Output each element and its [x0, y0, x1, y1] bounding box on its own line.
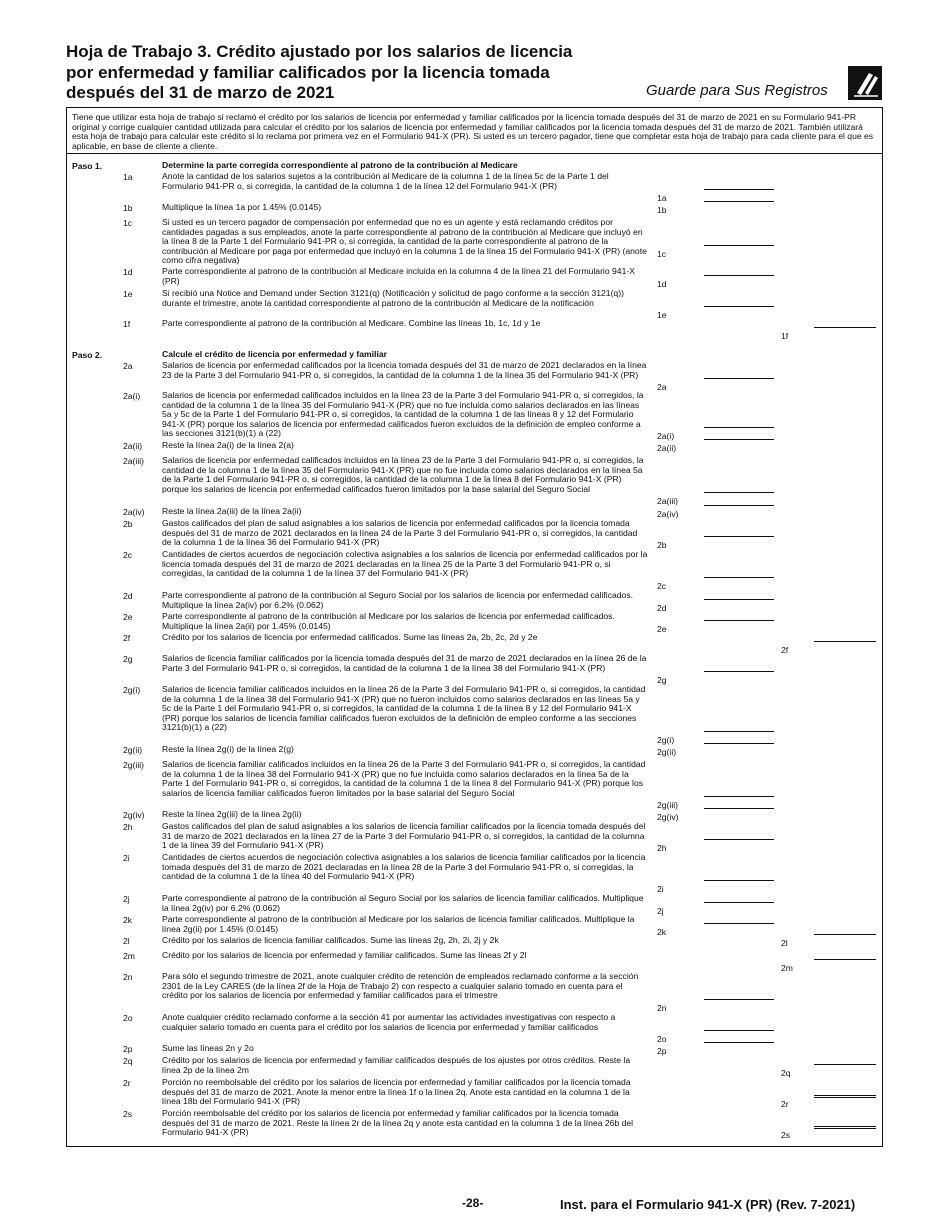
amount-entry-line[interactable]: [704, 839, 774, 840]
line-reference: 2k: [657, 926, 667, 937]
line-text: Gastos calificados del plan de salud asignables a los salarios de licencia familiar calificados por la licencia tomada después del 31 de marzo de 2021 declarados en la línea 27 de la Parte 3 del Formulario 941-PR o, si corregidos, la cantidad de la columna 1 de la línea 39 del Formulario 941-X (PR): [162, 821, 646, 851]
line-number: 1b: [123, 203, 133, 213]
line-reference: 2l: [781, 938, 788, 948]
line-number: 2r: [123, 1078, 131, 1088]
amount-entry-line[interactable]: [704, 880, 774, 881]
line-reference: 2j: [657, 905, 664, 916]
line-reference: 2d: [657, 602, 667, 613]
line-number: 2d: [123, 591, 133, 601]
line-number: 2k: [123, 915, 133, 925]
line-number: 2h: [123, 822, 133, 832]
step-2-heading: Calcule el crédito de licencia por enfermedad y familiar: [162, 349, 387, 359]
line-number: 2o: [123, 1013, 133, 1023]
amount-entry-line[interactable]: [704, 536, 774, 537]
line-number: 1d: [123, 267, 133, 277]
line-number: 1a: [123, 172, 133, 182]
line-reference: 2p: [657, 1046, 667, 1056]
step-1-label: Paso 1.: [72, 161, 103, 171]
line-text: Cantidades de ciertos acuerdos de negociación colectiva asignables a los salarios de licencia por enfermedad calificados por la licencia tomada después del 31 de marzo de 2021 declaradas en la línea 25 de la Parte 3 del Formulario 941-PR o, si corregidas, la cantidad de la columna 1 de la línea 37 del Formulario 941-X (PR): [162, 549, 648, 579]
line-text: Porción no reembolsable del crédito por los salarios de licencia por enfermedad y familiar calificados por la licencia tomada después del 31 de marzo de 2021. Anote la menor entre la línea 1f o la línea 2q. Anote esta cantidad en la columna 1 de la línea 18b del Formulario 941-X (PR): [162, 1077, 631, 1107]
line-reference: 2c: [657, 580, 667, 591]
line-number: 2l: [123, 936, 130, 946]
amount-entry-line[interactable]: [814, 1095, 876, 1098]
amount-entry-line[interactable]: [704, 743, 774, 744]
line-number: 2n: [123, 972, 133, 982]
line-reference: 2g(iii): [657, 800, 679, 811]
line-text: Salarios de licencia familiar calificados por la licencia tomada después del 31 de marzo de 2021 declarados en la línea 26 de la Parte 3 del Formulario 941-PR o, si corregidos, la cantidad de la columna 1 de la línea 38 del Formulario 941-X (PR): [162, 653, 647, 673]
amount-entry-line[interactable]: [704, 902, 774, 903]
line-number: 2g(iii): [123, 760, 145, 770]
line-reference: 2h: [657, 843, 667, 854]
amount-entry-line[interactable]: [704, 731, 774, 732]
amount-entry-line[interactable]: [704, 189, 774, 190]
line-text: Sume las líneas 2n y 2o: [162, 1043, 254, 1053]
line-text: Parte correspondiente al patrono de la contribución al Seguro Social por los salarios de licencia por enfermedad calificados. Multiplique la línea 2a(iv) por 6.2% (0.062): [162, 590, 634, 610]
amount-entry-line[interactable]: [814, 641, 876, 642]
amount-entry-line[interactable]: [704, 492, 774, 493]
line-text: Crédito por los salarios de licencia por enfermedad y familiar calificados después de los ajustes por otros créditos. Reste la línea 2p de la línea 2m: [162, 1055, 631, 1075]
amount-entry-line[interactable]: [704, 427, 774, 428]
line-text: Cantidades de ciertos acuerdos de negociación colectiva asignables a los salarios de licencia familiar calificados por la licencia tomada después del 31 de marzo de 2021 declaradas en la línea 28 de la Parte 3 del Formulario 941-PR o, si corregidas, la cantidad de la columna 1 de la línea 40 del Formulario 941-X (PR): [162, 852, 646, 882]
line-number: 2g: [123, 654, 133, 664]
line-reference: 1a: [657, 193, 667, 204]
line-reference: 2m: [781, 962, 793, 973]
amount-entry-line[interactable]: [704, 577, 774, 578]
line-reference: 2o: [657, 1034, 667, 1045]
line-number: 2a(i): [123, 391, 141, 401]
amount-entry-line[interactable]: [704, 599, 774, 600]
amount-entry-line[interactable]: [704, 378, 774, 379]
amount-entry-line[interactable]: [814, 934, 876, 935]
line-number: 2g(iv): [123, 810, 145, 820]
line-reference: 2q: [781, 1067, 791, 1078]
line-reference: 1f: [781, 330, 789, 341]
amount-entry-line[interactable]: [814, 1064, 876, 1065]
line-text: Parte correspondiente al patrono de la contribución al Medicare incluida en la columna 4 de la línea 21 del Formulario 941-X (PR): [162, 266, 635, 286]
amount-entry-line[interactable]: [704, 201, 774, 202]
step-1-heading: Determine la parte corregida correspondiente al patrono de la contribución al Medicare: [162, 160, 518, 170]
step-2-label: Paso 2.: [72, 350, 103, 360]
line-reference: 2b: [657, 540, 667, 551]
keep-for-records-label: Guarde para Sus Registros: [646, 82, 828, 99]
line-text: Gastos calificados del plan de salud asignables a los salarios de licencia por enfermedad calificados por la licencia tomada después del 31 de marzo de 2021 declarados en la línea 24 de la Parte 3 del Formulario 941-PR o, si corregidos, la cantidad de la columna 1 de la línea 36 del Formulario 941-X (PR): [162, 518, 638, 548]
line-text: Crédito por los salarios de licencia por enfermedad y familiar calificados. Sume las líneas 2f y 2l: [162, 950, 527, 960]
line-number: 2m: [123, 951, 135, 961]
line-number: 1e: [123, 289, 133, 299]
amount-entry-line[interactable]: [704, 306, 774, 307]
pen-icon: [848, 66, 882, 100]
line-reference: 2g(iv): [657, 812, 679, 822]
line-number: 2f: [123, 633, 131, 643]
line-number: 2a: [123, 361, 133, 371]
amount-entry-line[interactable]: [814, 1126, 876, 1129]
intro-text: Tiene que utilizar esta hoja de trabajo si reclamó el crédito por los salarios de licencia por enfermedad y familiar calificados por la licencia tomada después del 31 de marzo de 2021 en su Formulario 941-PR original y corrige cualquier cantidad utilizada para calcular el crédito por los salarios de licencia por enfermedad y familiar calificados por la licencia tomada después del 31 de marzo de 2021. También utilizará esta hoja de trabajo para calcular este crédito si lo reclama por primera vez en el Formulario 941-X (PR). Si usted es un tercero pagador, tiene que completar esta hoja de trabajo para cada cliente para el que es aplicable, en base de cliente a cliente.: [72, 112, 874, 151]
line-text: Si recibió una Notice and Demand under Section 3121(q) (Notificación y solicitud de pago conforme a la sección 3121(q)) durante el trimestre, anote la cantidad correspondiente al patrono de la contribución al Medicare de la notificación: [162, 288, 624, 308]
amount-entry-line[interactable]: [704, 1030, 774, 1031]
page-title: [66, 42, 626, 104]
line-reference: 2g(i): [657, 735, 675, 745]
line-text: Salarios de licencia por enfermedad calificados incluidos en la línea 23 de la Parte 3 del Formulario 941-PR o, si corregidos, la cantidad de la columna 1 de la línea 35 del Formulario 941-X (PR) que no fue incluida como salarios declarados en la línea 5a de la Parte 1 del Formulario 941-PR o, si corregidos, la cantidad de la columna 1 de la línea 8 del Formulario 941-X (PR) porque los salarios de licencia por enfermedad calificados fueron limitados por la base salarial del Seguro Social: [162, 455, 644, 494]
line-text: Parte correspondiente al patrono de la contribución al Medicare. Combine las líneas 1b, 1c, 1d y 1e: [162, 318, 541, 328]
amount-entry-line[interactable]: [704, 439, 774, 440]
line-text: Reste la línea 2g(i) de la línea 2(g): [162, 744, 294, 754]
line-text: Porción reembolsable del crédito por los salarios de licencia por enfermedad y familiar calificados por la licencia tomada después del 31 de marzo de 2021. Reste la línea 2r de la línea 2q y anote esta cantidad en la columna 1 de la línea 26b del Formulario 941-X (PR): [162, 1108, 634, 1138]
amount-entry-line[interactable]: [704, 808, 774, 809]
line-text: Anote cualquier crédito reclamado conforme a la sección 41 por aumentar las actividades investigativas con respecto a cualquier salario tomado en cuenta para el crédito por los salarios de licencia por enfermedad y familiar calificados: [162, 1012, 616, 1032]
line-text: Parte correspondiente al patrono de la contribución al Medicare por los salarios de licencia familiar calificados. Multiplique la línea 2g(ii) por 1.45% (0.0145): [162, 914, 635, 934]
line-reference: 2n: [657, 1002, 667, 1013]
line-text: Reste la línea 2g(iii) de la línea 2g(ii): [162, 809, 302, 819]
title-line: Hoja de Trabajo 3. Crédito ajustado por los salarios de licencia: [66, 42, 573, 61]
line-number: 2a(ii): [123, 441, 143, 451]
line-reference: 2s: [781, 1130, 791, 1141]
line-number: 1c: [123, 218, 133, 228]
line-reference: 1d: [657, 278, 667, 289]
amount-entry-line[interactable]: [704, 620, 774, 621]
line-reference: 2f: [781, 644, 789, 655]
line-text: Multiplique la línea 1a por 1.45% (0.0145): [162, 202, 322, 212]
line-text: Reste la línea 2a(i) de la línea 2(a): [162, 440, 294, 450]
amount-entry-line[interactable]: [704, 999, 774, 1000]
line-number: 2g(ii): [123, 745, 143, 755]
line-reference: 2a(i): [657, 431, 675, 442]
title-line: por enfermedad y familiar calificados por la licencia tomada: [66, 62, 550, 82]
line-reference: 2a: [657, 382, 667, 393]
line-reference: 2a(iv): [657, 509, 679, 519]
amount-entry-line[interactable]: [814, 959, 876, 960]
line-number: 2g(i): [123, 685, 141, 695]
line-number: 2a(iii): [123, 456, 145, 466]
line-number: 2c: [123, 550, 133, 560]
line-reference: 2i: [657, 883, 664, 894]
line-text: Reste la línea 2a(iii) de la línea 2a(ii): [162, 506, 302, 516]
line-number: 2b: [123, 519, 133, 529]
line-number: 2i: [123, 853, 130, 863]
line-reference: 2g(ii): [657, 747, 677, 757]
line-text: Salarios de licencia por enfermedad calificados incluidos en la línea 23 de la Parte 3 del Formulario 941-PR o, si corregidos, la cantidad de la columna 1 de la línea 35 del Formulario 941-X (PR) que no fue incluida como salarios declarados en las líneas 5a y 5c de la Parte 1 del Formulario 941-PR o, si corregidos, la cantidad de la columna 1 de las líneas 8 y 12 del Formulario 941-X (PR) porque los salarios de licencia por enfermedad calificados fueron excluidos de la definición de empleo conforme a las secciones 3121(b)(1) a (22): [162, 390, 644, 439]
line-reference: 1e: [657, 310, 667, 321]
line-number: 2q: [123, 1056, 133, 1066]
amount-entry-line[interactable]: [704, 1042, 774, 1043]
line-text: Anote la cantidad de los salarios sujetos a la contribución al Medicare de la columna 1 de la línea 5c de la Parte 1 del Formulario 941-PR o, si corregida, la cantidad de la columna 1 de la línea 12 del Formulario 941-X (PR): [162, 171, 609, 191]
title-line: después del 31 de marzo de 2021: [66, 83, 335, 102]
line-text: Parte correspondiente al patrono de la contribución al Seguro Social por los salarios de licencia familiar calificados. Multiplique la línea 2g(iv) por 6.2% (0.062): [162, 893, 644, 913]
line-reference: 1b: [657, 205, 667, 215]
line-reference: 2e: [657, 623, 667, 634]
line-text: Crédito por los salarios de licencia por enfermedad calificados. Sume las líneas 2a, 2b, 2c, 2d y 2e: [162, 632, 538, 642]
amount-entry-line[interactable]: [704, 275, 774, 276]
amount-entry-line[interactable]: [814, 327, 876, 328]
page-number: -28-: [462, 1196, 484, 1210]
line-number: 2j: [123, 894, 130, 904]
amount-entry-line[interactable]: [704, 923, 774, 924]
line-reference: 2a(iii): [657, 496, 679, 507]
line-reference: 1c: [657, 248, 667, 259]
line-text: Para sólo el segundo trimestre de 2021, anote cualquier crédito de retención de empleados reclamado conforme a la sección 2301 de la Ley CARES (de la línea 2f de la Hoja de Trabajo 2) con respecto a cualquier salario tomado en cuenta para el crédito por los salarios de licencia por enfermedad y familiar calificados para el trimestre: [162, 971, 639, 1001]
amount-entry-line[interactable]: [704, 796, 774, 797]
line-text: Salarios de licencia familiar calificados incluidos en la línea 26 de la Parte 3 del Formulario 941-PR o, si corregidos, la cantidad de la columna 1 de la línea 38 del Formulario 941-X (PR) que no fue incluida como salarios declarados en la línea 5a de la Parte 1 del Formulario 941-PR o, si corregidos, la cantidad de la columna 1 de la línea 8 del Formulario 941-X (PR) porque los salarios de licencia familiar calificados fueron limitados por la base salarial del Seguro Social: [162, 759, 646, 798]
line-number: 2a(iv): [123, 507, 145, 517]
line-number: 2e: [123, 612, 133, 622]
line-text: Salarios de licencia familiar calificados incluidos en la línea 26 de la Parte 3 del Formulario 941-PR o, si corregidos, la cantidad de la columna 1 de la línea 38 del Formulario 941-X (PR) que no fueron incluidos como salarios declarados en las líneas 5a y 5c de la Parte 1 del Formulario 941-PR o, si corregidos, la cantidad de la columna 1 de la línea 8 y 12 del Formulario 941-X (PR) porque los salarios de licencia familiar calificados fueron excluidos de la definición de empleo conforme a las secciones 3121(b)(1) a (22): [162, 684, 646, 733]
line-number: 2s: [123, 1109, 133, 1119]
line-text: Si usted es un tercero pagador de compensación por enfermedad que no es un agente y está reclamando créditos por cantidades pagadas a sus empleados, anote la parte correspondiente al patrono de la contribución al Medicare que incluyó en la línea 8 de la Parte 1 del Formulario 941-PR o, si corregida, la cantidad de la parte correspondiente al patrono de la contribución al Medicare por paga por enfermedad que incluyó en la columna 1 de la línea 15 del Formulario 941-X (PR) (anote como cifra negativa): [162, 217, 647, 266]
line-number: 2p: [123, 1044, 133, 1054]
amount-entry-line[interactable]: [704, 671, 774, 672]
amount-entry-line[interactable]: [704, 505, 774, 506]
line-text: Crédito por los salarios de licencia familiar calificados. Sume las líneas 2g, 2h, 2i, 2j y 2k: [162, 935, 499, 945]
line-number: 1f: [123, 319, 131, 329]
line-text: Parte correspondiente al patrono de la contribución al Medicare por los salarios de licencia por enfermedad calificados. Multiplique la línea 2a(ii) por 1.45% (0.0145): [162, 611, 615, 631]
amount-entry-line[interactable]: [704, 245, 774, 246]
line-reference: 2g: [657, 675, 667, 686]
line-reference: 2a(ii): [657, 443, 677, 453]
intro-rule: [66, 153, 882, 154]
form-footer: Inst. para el Formulario 941-X (PR) (Rev. 7-2021): [560, 1197, 856, 1212]
line-text: Salarios de licencia por enfermedad calificados por la licencia tomada después del 31 de marzo de 2021 declarados en la línea 23 de la Parte 3 del Formulario 941-PR o, si corregidos, la cantidad de la columna 1 de la línea 35 del Formulario 941-X (PR): [162, 360, 647, 380]
line-reference: 2r: [781, 1099, 789, 1110]
